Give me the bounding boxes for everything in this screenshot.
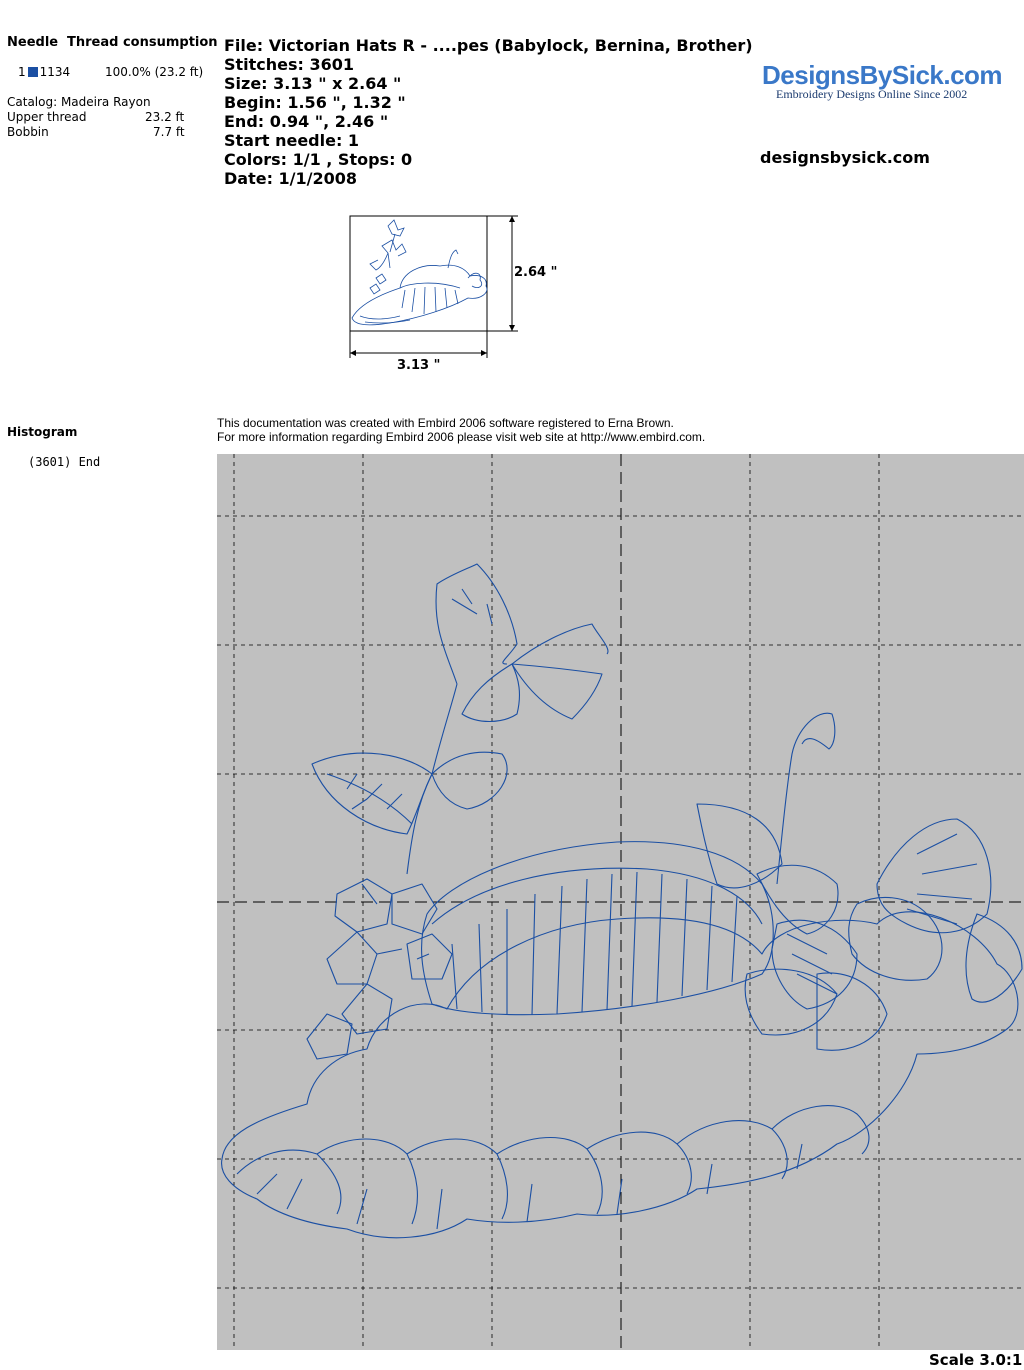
thread-consumption-value: 100.0% (23.2 ft) [105,65,204,79]
histogram-title: Histogram [7,425,78,439]
begin-position: Begin: 1.56 ", 1.32 " [224,93,406,112]
file-info [224,36,753,188]
documentation-note [217,416,705,444]
hat-embroidery-design [222,564,1022,1238]
histogram-entry: (3601) End [28,455,101,469]
thread-color-code: 1134 [39,65,71,79]
upper-thread-label: Upper thread [7,110,87,124]
file-name: File: Victorian Hats R - ....pes (Babylock, Bernina, Brother) [224,36,753,55]
documentation-note-line1: This documentation was created with Embird 2006 software registered to Erna Brown. [217,416,674,430]
thread-consumption-header: Thread consumption [67,35,218,50]
brand-tagline: Embroidery Designs Online Since 2002 [776,87,968,101]
needle-number: 1 [18,65,26,79]
start-needle: Start needle: 1 [224,131,360,150]
stitch-count: Stitches: 3601 [224,55,355,74]
scale-label: Scale 3.0:1 [929,1351,1023,1369]
design-size: Size: 3.13 " x 2.64 " [224,74,402,93]
stitch-canvas [217,454,1024,1350]
documentation-note-line2: For more information regarding Embird 2006 please visit web site at http://www.embird.com. [217,430,706,444]
design-thumbnail [340,208,560,383]
canvas-center-lines [217,454,1024,1350]
thread-row [18,65,70,79]
colors-stops: Colors: 1/1 , Stops: 0 [224,150,413,169]
needle-header: Needle [7,35,59,50]
thumbnail-width-label: 3.13 " [397,358,441,373]
thread-color-swatch [28,67,38,77]
design-date: Date: 1/1/2008 [224,169,358,188]
bobbin-value: 7.7 ft [153,125,185,139]
brand-logo: DesignsBySick.com [762,60,1003,90]
end-position: End: 0.94 ", 2.46 " [224,112,389,131]
catalog-label: Catalog: Madeira Rayon [7,95,151,109]
bobbin-label: Bobbin [7,125,49,139]
thumbnail-height-label: 2.64 " [514,265,558,280]
stitch-preview [217,454,1024,1350]
upper-thread-value: 23.2 ft [145,110,185,124]
thumbnail-frame [350,216,487,331]
brand-site[interactable]: designsbysick.com [760,148,930,167]
